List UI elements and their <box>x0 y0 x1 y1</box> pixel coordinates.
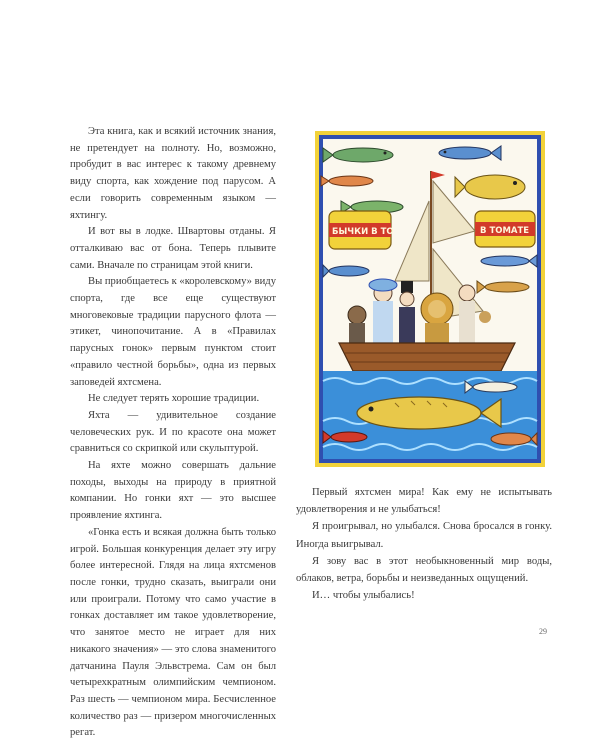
paragraph: Я зову вас в этот необыкновенный мир воды, облаков, ветра, борьбы и неизведанных ощущений. <box>296 555 552 585</box>
paragraph: И… чтобы улыбались! <box>312 590 415 602</box>
paragraph: Первый яхтсмен мира! Как ему не испытывать удовлетворения и не улыбаться! <box>296 487 552 516</box>
paragraph: Яхта — удивительное создание человеческих рук. И по красоте она может сравниться со скрипкой или скульптурой. <box>70 409 276 455</box>
paragraph: И вот вы в лодке. Швартовы отданы. Я отталкиваю вас от бона. Теперь плывите сами. Вначале по страницам этой книги. <box>70 226 276 271</box>
paragraph: Я проигрывал, но улыбался. Снова бросался в гонку. Иногда выигрывал. <box>296 521 552 550</box>
can-left-label: БЫЧКИ В ТО <box>332 227 394 237</box>
left-text-column <box>70 124 276 742</box>
paragraph: На яхте можно совершать дальние походы, выходы на природу в приятной компании. Но гонки яхт — это высшее проявление яхтинга. <box>70 460 276 522</box>
can-right-label: В ТОМАТЕ <box>480 226 530 236</box>
paragraph: Не следует терять хорошие традиции. <box>88 393 260 405</box>
quote-paragraph: «Гонка есть и всякая должна быть только игрой. Большая конкуренция делает эту игру более интересной. Глядя на лица яхтсменов после гонки, трудно сказать, выиграли они или проиграли. Потому что само участие в гонках доставляет им такое удовлетворение, что занятое место не играет для них никакого значения» — это слова знаменитого датчанина Пауля Эльвстрема. Сам он был четырехкратным олимпийским чемпионом. Раз шесть — чемпионом мира. Бесчисленное количество раз — призером многочисленных регат. <box>70 526 276 739</box>
tin-can-left <box>329 211 394 249</box>
paragraph: Вы приобщаетесь к «королевскому» виду спорта, где все еще существуют многовековые традиции парусного флота — этикет, чинопочитание. А в «Правилах парусных гонок» первым пунктом стоит «правило честной борьбы», одна из первых заповедей яхтсмена. <box>70 276 276 388</box>
paragraph: Эта книга, как и всякий источник знания, не претендует на полноту. Но, возможно, пробудит в вас интерес к такому древнему виду спорта, как хождение под парусом. А если говорить современным языком — яхтингу. <box>70 126 276 221</box>
page-number: 29 <box>539 627 547 636</box>
tin-can-right <box>475 211 535 247</box>
boat-hull <box>339 343 515 371</box>
right-text-column <box>296 484 552 604</box>
yacht-illustration <box>315 131 545 467</box>
